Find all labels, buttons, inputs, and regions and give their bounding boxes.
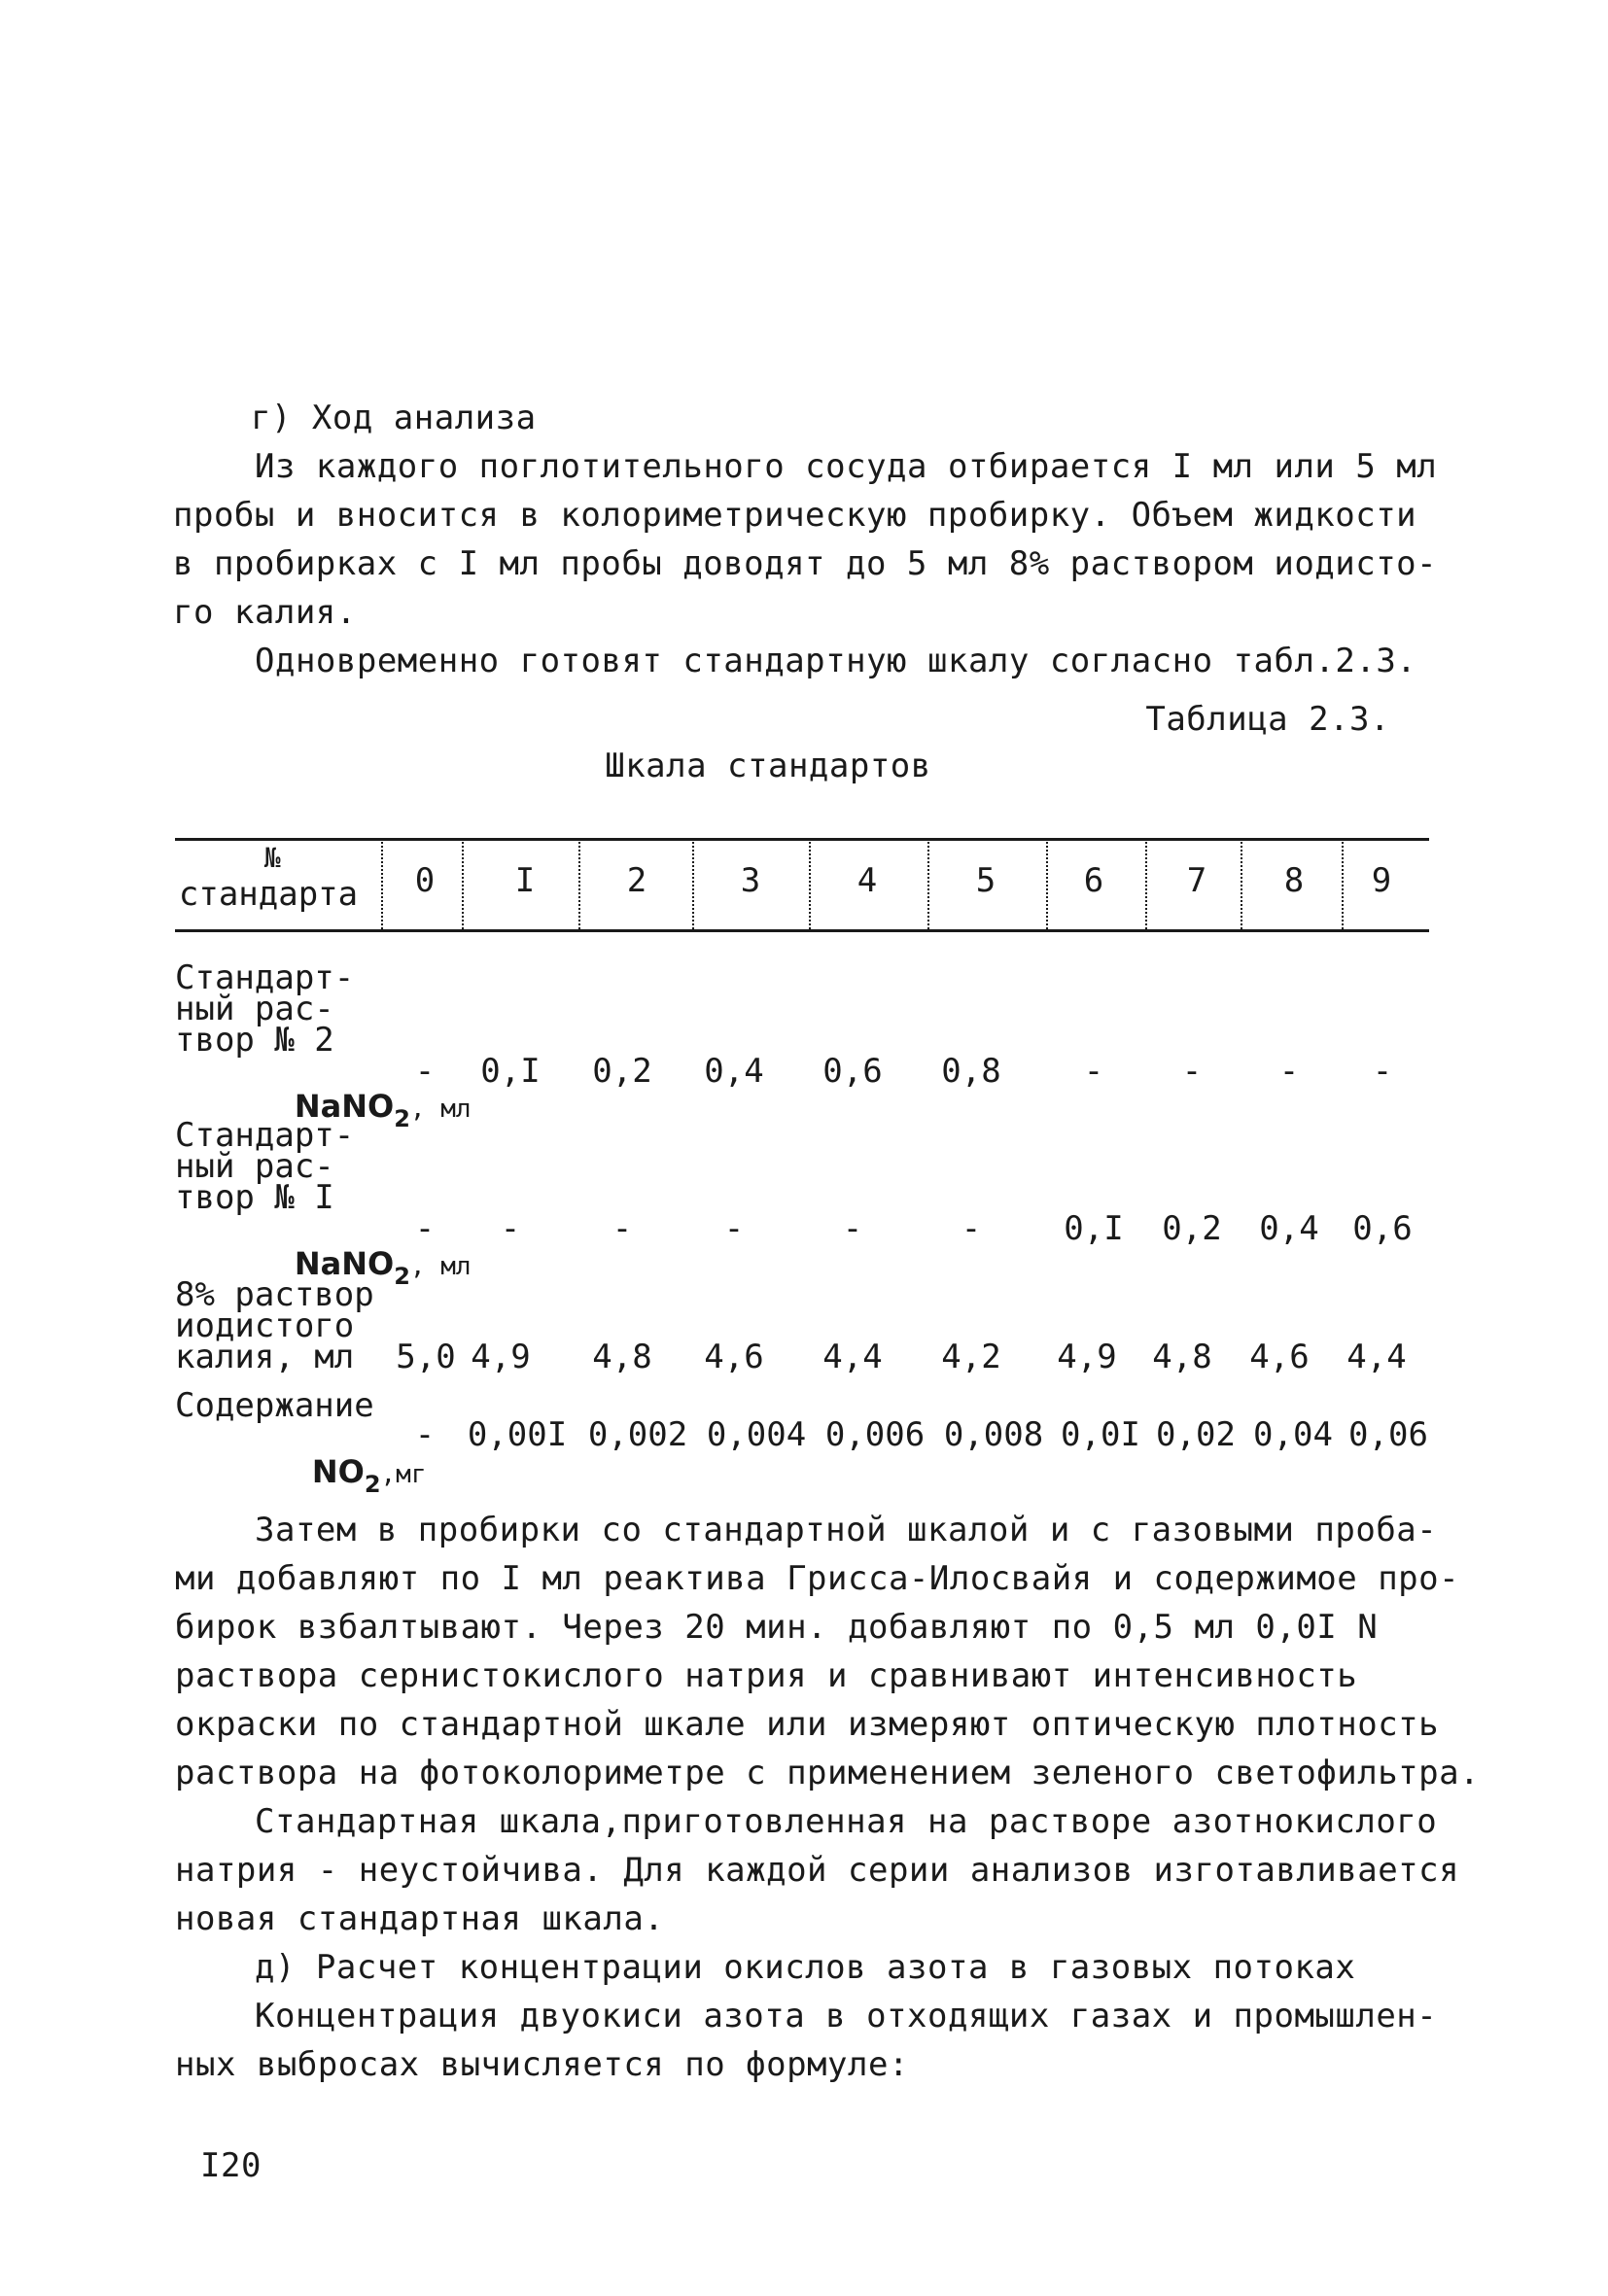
header-separator (1046, 838, 1048, 929)
column-header: 0 (414, 861, 436, 900)
column-header: 6 (1083, 861, 1104, 900)
table-cell: 0,008 (943, 1415, 1044, 1454)
table-cell: - (961, 1209, 982, 1248)
paragraph-line: раствора на фотоколориметре с применением зеленого светофильтра. (175, 1754, 1481, 1792)
table-cell: - (1278, 1052, 1300, 1091)
table-cell: 0,04 (1253, 1415, 1333, 1454)
row-label-line: ный рас- (175, 990, 334, 1028)
paragraph-line: ных выбросах вычисляется по формуле: (175, 2045, 909, 2084)
table-cell: 0,004 (706, 1415, 807, 1454)
row-label-line: 8% раствор (175, 1275, 374, 1314)
unit-label: , мл (409, 1252, 472, 1281)
column-header: I (514, 861, 536, 900)
table-cell: - (414, 1209, 436, 1248)
table-cell: 4,4 (822, 1338, 883, 1376)
paragraph-line: раствора сернистокислого натрия и сравнивают интенсивность (175, 1656, 1358, 1695)
table-cell: 0,6 (822, 1052, 883, 1091)
row-label-line: калия, мл (175, 1338, 355, 1376)
paragraph-line: Из каждого поглотительного сосуда отбирается I мл или 5 мл (255, 447, 1438, 486)
paragraph-line: пробы и вносится в колориметрическую пробирку. Объем жидкости (173, 496, 1417, 535)
table-cell: 0,006 (824, 1415, 926, 1454)
table-cell: - (842, 1209, 863, 1248)
table-cell: 0,4 (704, 1052, 764, 1091)
header-separator (381, 838, 383, 929)
table-cell: 4,6 (704, 1338, 764, 1376)
table-cell: 0,6 (1352, 1209, 1413, 1248)
section-heading-g: г) Ход анализа (251, 399, 537, 437)
table-number: Таблица 2.3. (1145, 700, 1390, 739)
column-header: 9 (1371, 861, 1392, 900)
paragraph-line: Одновременно готовят стандартную шкалу согласно табл.2.3. (255, 642, 1417, 680)
header-separator (927, 838, 929, 929)
table-title: Шкала стандартов (605, 747, 931, 785)
table-cell: - (1181, 1052, 1203, 1091)
table-cell: - (500, 1209, 521, 1248)
paragraph-line: Стандартная шкала,приготовленная на растворе азотнокислого (255, 1802, 1438, 1841)
paragraph-line: ми добавляют по I мл реактива Грисса-Илосвайя и содержимое про- (175, 1559, 1460, 1598)
table-cell: - (1372, 1052, 1393, 1091)
table-cell: 4,9 (1057, 1338, 1117, 1376)
chem-subscript: 2 (394, 1105, 410, 1132)
table-cell: - (723, 1209, 745, 1248)
table-cell: 0,06 (1348, 1415, 1428, 1454)
paragraph-line: Затем в пробирки со стандартной шкалой и с газовыми проба- (255, 1511, 1438, 1549)
table-cell: 0,0I (1061, 1415, 1140, 1454)
chem-formula: NaNO (294, 1088, 395, 1125)
table-cell: 0,00I (467, 1415, 568, 1454)
row-label-line: Содержание (175, 1386, 374, 1425)
table-cell: 4,8 (1152, 1338, 1212, 1376)
chem-formula: NaNO (294, 1245, 395, 1282)
unit-label: ,мг (380, 1460, 427, 1489)
paragraph-line: в пробирках с I мл пробы доводят до 5 мл 8% раствором иодисто- (173, 544, 1438, 583)
header-label: стандарта (178, 875, 359, 914)
paragraph-line: натрия - неустойчива. Для каждой серии анализов изготавливается (175, 1851, 1460, 1890)
table-cell: 4,8 (592, 1338, 652, 1376)
table-cell: 0,2 (592, 1052, 652, 1091)
column-header: 5 (975, 861, 996, 900)
table-cell: - (1083, 1052, 1104, 1091)
header-separator (809, 838, 811, 929)
page-number: I20 (200, 2146, 262, 2185)
column-header: 7 (1186, 861, 1207, 900)
paragraph-line: бирок взбалтывают. Через 20 мин. добавляют по 0,5 мл 0,0I N (175, 1608, 1379, 1647)
row-label-line: иодистого (175, 1306, 355, 1345)
header-separator (1241, 838, 1242, 929)
header-separator (462, 838, 464, 929)
table-header-rule (175, 929, 1429, 932)
column-header: 3 (740, 861, 761, 900)
paragraph-line: окраски по стандартной шкале или измеряют оптическую плотность (175, 1705, 1440, 1744)
table-cell: - (414, 1415, 436, 1454)
table-cell: 4,4 (1346, 1338, 1407, 1376)
table-cell: 0,2 (1162, 1209, 1222, 1248)
unit-label: , мл (409, 1095, 472, 1124)
table-cell: 0,I (1064, 1209, 1124, 1248)
column-header: 8 (1283, 861, 1305, 900)
table-cell: - (612, 1209, 633, 1248)
table-cell: 0,002 (587, 1415, 688, 1454)
header-number-sign: № (263, 842, 281, 874)
chem-formula: NO (311, 1453, 365, 1490)
row-label-line: твор № I (175, 1178, 334, 1217)
row-label-line: Стандарт- (175, 958, 355, 997)
row-label-line: твор № 2 (175, 1021, 334, 1060)
header-separator (578, 838, 580, 929)
table-cell: 4,6 (1249, 1338, 1310, 1376)
section-heading-d: д) Расчет концентрации окислов азота в газовых потоках (255, 1948, 1356, 1987)
table-cell: 5,0 (396, 1338, 456, 1376)
table-cell: 4,2 (941, 1338, 1001, 1376)
header-separator (1145, 838, 1147, 929)
row-label-line: Стандарт- (175, 1116, 355, 1155)
column-header: 4 (856, 861, 878, 900)
table-cell: 0,4 (1259, 1209, 1319, 1248)
header-separator (1342, 838, 1344, 929)
table-cell: 0,I (480, 1052, 541, 1091)
chem-subscript: 2 (394, 1263, 410, 1290)
table-cell: 0,02 (1156, 1415, 1236, 1454)
chem-subscript: 2 (364, 1471, 381, 1498)
column-header: 2 (626, 861, 647, 900)
paragraph-line: новая стандартная шкала. (175, 1899, 665, 1938)
table-cell: 0,8 (941, 1052, 1001, 1091)
table-cell: - (414, 1052, 436, 1091)
header-separator (692, 838, 694, 929)
paragraph-line: Концентрация двуокиси азота в отходящих газах и промышлен- (255, 1997, 1438, 2035)
table-cell: 4,9 (471, 1338, 531, 1376)
row-label-line: ный рас- (175, 1147, 334, 1186)
paragraph-line: го калия. (173, 593, 357, 632)
